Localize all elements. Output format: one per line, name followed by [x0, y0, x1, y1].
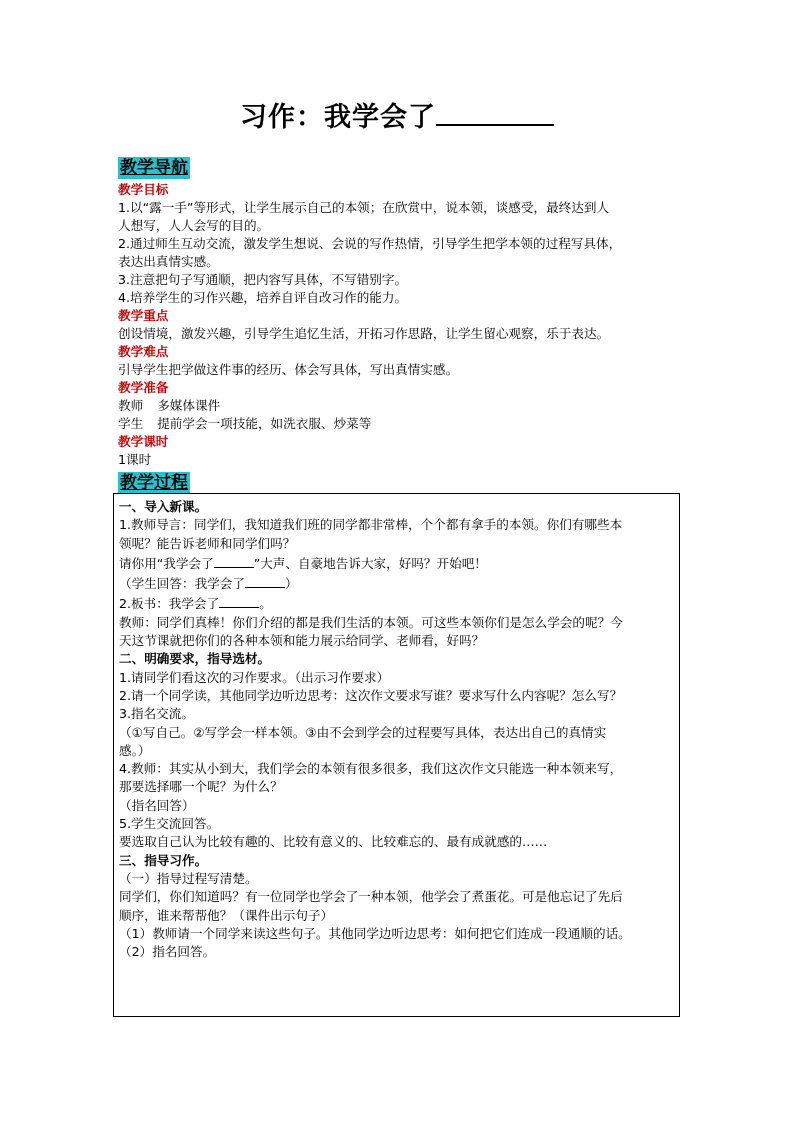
fill-blank: [219, 593, 259, 608]
goal-line: 1.以“露一手”等形式，让学生展示自己的本领；在欣赏中，说本领，谈感受，最终达到人: [118, 200, 610, 215]
paragraph-line: 3.指名交流。: [119, 706, 194, 722]
nav-banner: 教学导航: [120, 158, 188, 178]
paragraph-line: （1）教师请一个同学来读这些句子。其他同学边听边思考：如何把它们连成一段通顺的话。: [119, 925, 631, 941]
text-part: 。: [259, 596, 272, 612]
paragraph-line: [119, 593, 679, 613]
section-3-heading: 三、指导习作。: [119, 852, 208, 868]
goal-line: 3.注意把句子写通顺，把内容写具体，不写错别字。: [118, 272, 408, 287]
process-banner: 教学过程: [120, 473, 188, 493]
paragraph-line: 1.教师导言：同学们，我知道我们班的同学都非常棒，个个都有拿手的本领。你们有哪些本: [119, 517, 623, 533]
section-1-heading: 一、导入新课。: [119, 499, 208, 514]
prep-teacher-text: 多媒体课件: [157, 398, 221, 413]
difficulty-heading: 教学难点: [118, 344, 169, 359]
paragraph-line: （一）指导过程写清楚。: [119, 870, 258, 886]
paragraph-line: [119, 553, 679, 573]
goal-line: 4.培养学生的习作兴趣，培养自评自改习作的能力。: [118, 290, 408, 305]
key-text: 创设情境，激发兴趣，引导学生追忆生活，开拓习作思路，让学生留心观察，乐于表达。: [118, 326, 610, 341]
goal-line: 2.通过师生互动交流，激发学生想说、会说的写作热情，引导学生把学本领的过程写具体，: [118, 236, 622, 251]
text-part: ）: [284, 576, 298, 592]
prep-teacher: [118, 397, 680, 415]
teaching-nav-section: [118, 181, 680, 469]
prep-heading: 教学准备: [118, 380, 169, 395]
paragraph-line: 5.学生交流回答。: [119, 816, 220, 832]
paragraph-line: 感。）: [119, 742, 151, 758]
paragraph-line: （①写自己。②写学会一样本领。③由不会到学会的过程要写具体，表达出自己的真情实: [119, 724, 607, 740]
goal-line: 表达出真情实感。: [118, 254, 219, 269]
hours-text: 1课时: [118, 452, 152, 467]
paragraph-line: 领呢？能告诉老师和同学们吗？: [119, 535, 296, 551]
page-title: [0, 96, 794, 138]
text-part: 2.板书：我学会了: [119, 596, 220, 612]
goal-line: 人想写，人人会写的目的。: [118, 218, 270, 233]
prep-student-text: 提前学会一项技能，如洗衣服、炒菜等: [157, 416, 372, 431]
difficulty-text: 引导学生把学做这件事的经历、体会写具体，写出真情实感。: [118, 362, 459, 377]
title-blank: [436, 96, 554, 126]
paragraph-line: 1.请同学们看这次的习作要求。（出示习作要求）: [119, 669, 390, 685]
fill-blank: [214, 553, 254, 568]
paragraph-line: 2.请一个同学读，其他同学边听边思考：这次作文要求写谁？要求写什么内容呢？怎么写？: [119, 687, 623, 703]
paragraph-line: [119, 573, 679, 593]
key-heading: 教学重点: [118, 308, 169, 323]
paragraph-line: 教师：同学们真棒！你们介绍的都是我们生活的本领。可这些本领你们是怎么学会的呢？今: [119, 614, 623, 630]
paragraph-line: 天这节课就把你们的各种本领和能力展示给同学、老师看，好吗？: [119, 633, 485, 649]
paragraph-line: 4.教师：其实从小到大，我们学会的本领有很多很多，我们这次作文只能选一种本领来写，: [119, 761, 623, 777]
text-part: 请你用“我学会了: [119, 555, 214, 571]
process-content: [119, 498, 679, 961]
paragraph-line: 同学们，你们知道吗？有一位同学也学会了一种本领，他学会了煮蛋花。可是他忘记了先后: [119, 889, 623, 905]
goals-heading: 教学目标: [118, 182, 169, 197]
prep-teacher-role: 教师: [118, 398, 144, 413]
prep-student: [118, 415, 680, 433]
text-part: （学生回答：我学会了: [119, 576, 245, 592]
section-2-heading: 二、明确要求，指导选材。: [119, 651, 271, 667]
title-text: 习作：我学会了: [240, 102, 436, 133]
hours-heading: 教学课时: [118, 434, 169, 449]
paragraph-line: 那要选择哪一个呢？为什么？: [119, 779, 283, 795]
paragraph-line: （2）指名回答。: [119, 944, 216, 960]
paragraph-line: （指名回答）: [119, 797, 195, 813]
paragraph-line: 要选取自己认为比较有趣的、比较有意义的、比较难忘的、最有成就感的……: [119, 834, 548, 850]
paragraph-line: 顺序，谁来帮帮他？（课件出示句子）: [119, 907, 334, 923]
prep-student-role: 学生: [118, 416, 144, 431]
process-box: [113, 493, 680, 1017]
fill-blank: [245, 573, 285, 588]
text-part: ”大声、自豪地告诉大家，好吗？开始吧！: [253, 555, 487, 571]
